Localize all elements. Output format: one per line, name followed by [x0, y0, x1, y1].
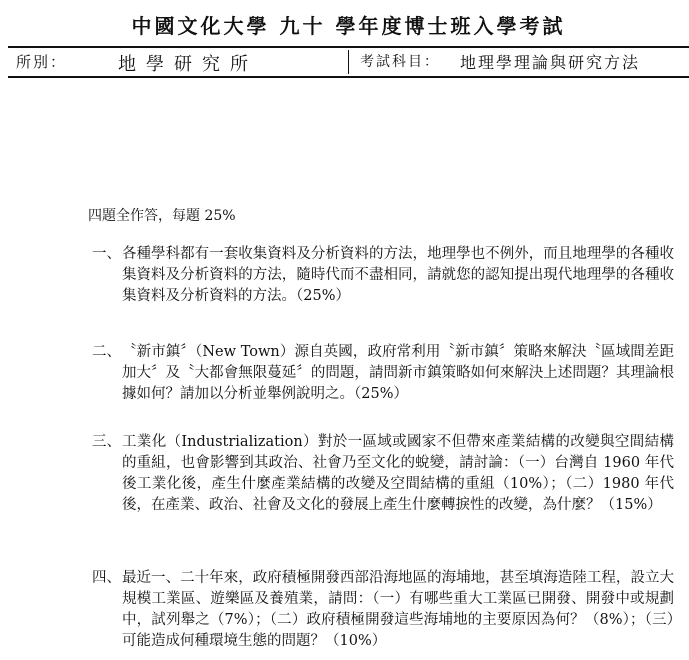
- question-text: 最近一、二十年來，政府積極開發西部沿海地區的海埔地，甚至填海造陸工程，設立大規模工業區、遊樂區及養殖業，請問：（一）有哪些重大工業區已開發、開發中或規劃中，試列舉之（7%）；（二）政府積極開發這些海埔地的主要原因為何？（8%）；（三）可能造成何種環境生態的問題？（10%）: [122, 570, 674, 649]
- exam-instructions: 四題全作答，每題 25%: [88, 208, 236, 224]
- department-label: 所別：: [16, 53, 68, 71]
- subject-label: 考試科目：: [360, 54, 440, 70]
- question-text: 各種學科都有一套收集資料及分析資料的方法，地理學也不例外，而且地理學的各種收集資料及分析資料的方法，隨時代而不盡相同，請就您的認知提出現代地理學的各種收集資料及分析資料的方法。（25%）: [122, 246, 674, 304]
- exam-header: [8, 8, 689, 77]
- question-number: 二、: [92, 344, 121, 360]
- header-rule-bottom: [8, 76, 689, 78]
- exam-title: 中國文化大學 九十 學年度博士班入學考試: [131, 14, 566, 38]
- header-divider: [348, 50, 349, 74]
- question-number: 四、: [92, 570, 121, 586]
- question-number: 三、: [92, 434, 121, 450]
- header-rule-top: [8, 46, 689, 48]
- question-text: 〝新市鎮〞（New Town）源自英國，政府常利用〝新市鎮〞策略來解決〝區域間差距加大〞及〝大都會無限蔓延〞的問題，請問新市鎮策略如何來解決上述問題？其理論根據如何？請加以分析並舉例說明之。（25%）: [122, 344, 674, 402]
- subject-value: 地理學理論與研究方法: [460, 53, 641, 72]
- department-value: 地學研究所: [118, 54, 258, 75]
- question-number: 一、: [92, 246, 121, 262]
- question-text: 工業化（Industrialization）對於一區域或國家不但帶來產業結構的改變與空間結構的重組，也會影響到其政治、社會乃至文化的蛻變，請討論：（一）台灣自 1960 年代後工業化後，產生什麼產業結構的改變及空間結構的重組（10%）；（二）1980 年代後，在產業、政治、社會及文化的發展上產生什麼轉捩性的改變，為什麼？（15%）: [122, 434, 674, 513]
